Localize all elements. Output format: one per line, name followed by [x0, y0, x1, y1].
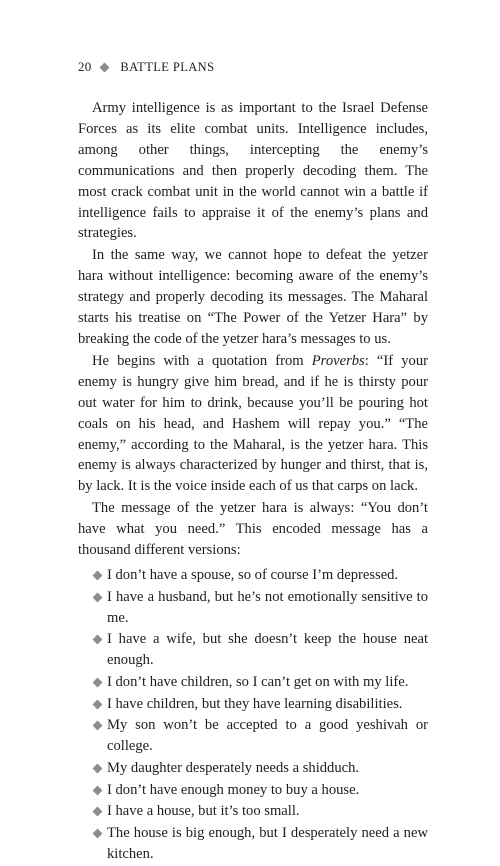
list-item-text: The house is big enough, but I desperately need a new kitchen.: [107, 824, 428, 862]
list-item: [92, 758, 428, 779]
list-item-text: I have a house, but it’s too small.: [107, 803, 300, 820]
list-item-text: My son won’t be accepted to a good yeshivah or college.: [107, 717, 428, 755]
book-page: [78, 56, 428, 866]
diamond-ornament-icon: [100, 62, 110, 72]
diamond-bullet-icon: [93, 635, 103, 645]
paragraph-3-text-start: He begins with a quotation from: [92, 352, 312, 369]
paragraph-4: The message of the yetzer hara is always: “You don’t have what you need.” This encoded message has a thousand different versions:: [78, 500, 428, 559]
list-item: [92, 780, 428, 801]
list-item: [92, 672, 428, 693]
diamond-bullet-icon: [93, 592, 103, 602]
example-list: [92, 565, 428, 865]
list-item: [92, 587, 428, 629]
list-item-text: My daughter desperately needs a shidduch.: [107, 759, 360, 776]
list-item-text: I have children, but they have learning disabilities.: [107, 695, 403, 712]
running-header: [78, 56, 428, 78]
book-title-proverbs: Proverbs: [311, 352, 365, 369]
list-item-text: I don’t have a spouse, so of course I’m depressed.: [107, 566, 399, 583]
page-number: 20: [78, 59, 92, 74]
diamond-bullet-icon: [93, 570, 103, 580]
list-item-text: I don’t have enough money to buy a house.: [107, 781, 360, 798]
paragraph-2: In the same way, we cannot hope to defeat the yetzer hara without intelligence: becoming aware of the enemy’s strategy and properly decoding its messages. The Maharal starts his treatise on “The Power of the Yetzer Hara” by breaking the code of the yetzer hara’s messages to us.: [78, 247, 428, 347]
diamond-bullet-icon: [93, 721, 103, 731]
list-item-text: I have a wife, but she doesn’t keep the house neat enough.: [107, 631, 428, 669]
body-text: [78, 98, 428, 865]
list-item-text: I have a husband, but he’s not emotionally sensitive to me.: [107, 588, 428, 626]
diamond-bullet-icon: [93, 699, 103, 709]
list-item: [92, 823, 428, 865]
list-item: [92, 694, 428, 715]
list-item: [92, 629, 428, 671]
diamond-bullet-icon: [93, 677, 103, 687]
list-item: [92, 565, 428, 586]
list-item: [92, 715, 428, 757]
list-item-text: I don’t have children, so I can’t get on with my life.: [107, 673, 409, 690]
paragraph-3-text-rest: : “If your enemy is hungry give him bread, and if he is thirsty pour out water for him to drink, because you’ll be pouring hot coals on his head, and Hashem will repay you.” “The enemy,” according to the Maharal, is the yetzer hara. This enemy is always characterized by hunger and thirst, that is, by lack. It is the voice inside each of us that carps on lack.: [78, 352, 428, 495]
diamond-bullet-icon: [93, 829, 103, 839]
diamond-bullet-icon: [93, 807, 103, 817]
running-head-title: BATTLE PLANS: [120, 59, 215, 74]
paragraph-1: Army intelligence is as important to the Israel Defense Forces as its elite combat units. Intelligence includes, among other things, intercepting the enemy’s communications and then properly decoding them. The most crack combat unit in the world cannot win a battle if intelligence fails to appraise it of the enemy’s plans and strategies.: [78, 100, 428, 242]
diamond-bullet-icon: [93, 785, 103, 795]
paragraph-3: [78, 351, 428, 497]
diamond-bullet-icon: [93, 763, 103, 773]
list-item: [92, 801, 428, 822]
